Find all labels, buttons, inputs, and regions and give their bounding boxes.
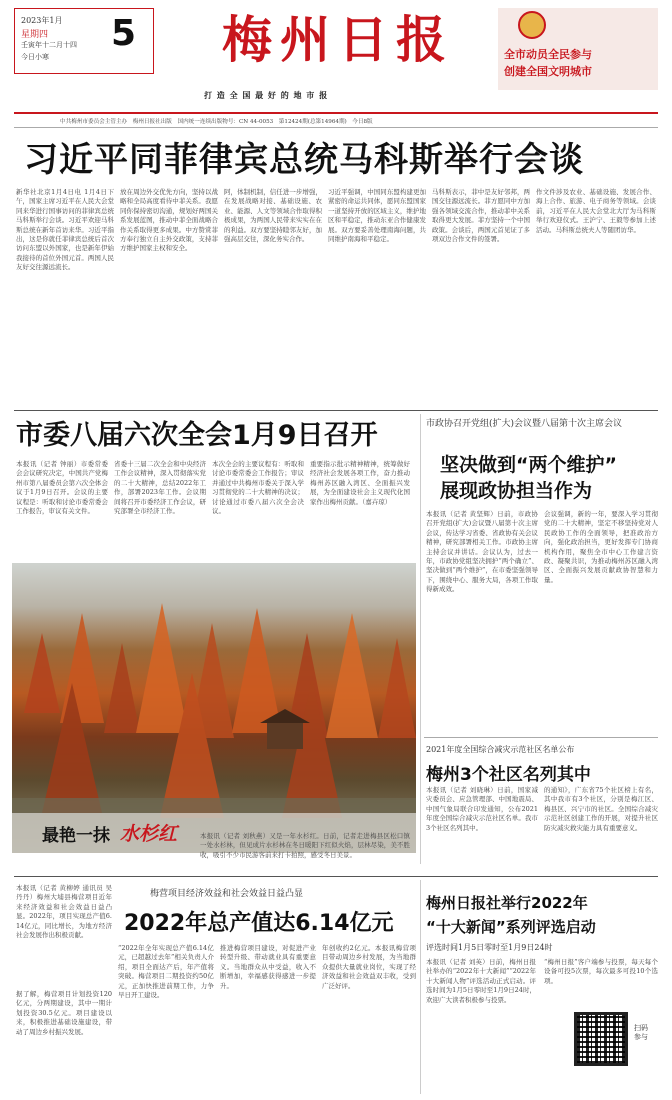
divider (14, 876, 658, 877)
paper-title: 梅州日报 (222, 10, 454, 69)
project-col-5: 年创收约2亿元。本报讯梅营项目带动周边乡村发展，为当地群众提供大量就业岗位，实现了经济效益和社会效益双丰收，受到广泛好评。 (322, 944, 416, 990)
project-col-4: 推进梅营项目建设，对促进产业转型升级、带动就业具有重要意义。当地群众从中受益，收入不断增加，幸福感获得感进一步提升。 (220, 944, 316, 990)
qr-label: 扫码参与 (634, 1024, 648, 1041)
photo-caption-title: 最艳一抹 (42, 826, 110, 846)
masthead-rule (14, 112, 658, 114)
photo-caption-text: 本报讯（记者 刘秋燕）又是一年水杉红。日前，记者走进梅县区松口镇一处水杉林，但见成片水杉林在冬日暖阳下红似火焰，层林尽染，美不胜收，吸引不少市民游客前来打卡拍照，感受冬日美景。 (200, 832, 410, 859)
lead-col-1: 新华社北京1月4日电 1月4日下午，国家主席习近平在人民大会堂同来华进行国事访问的菲律宾总统马科斯举行会谈。习近平欢迎马科斯总统在新年首访来华。习近平指出，这是你就任菲律宾总统后首次访问东盟以外国家，也是新年伊始我接待的首位外国元首。两国人民友好交往源远流长。 (16, 188, 114, 272)
lead-col-5: 马科斯表示，菲中是友好邻邦，两国交往源远流长。菲方愿同中方加强各领域交流合作，推动菲中关系取得更大发展。菲方坚持一个中国政策。会谈后，两国元首见证了多项双边合作文件的签署。 (432, 188, 530, 244)
slogan: 打 造 全 国 最 好 的 地 市 报 (204, 90, 329, 100)
cppcc-kicker: 市政协召开党组(扩大)会议暨八届第十次主席会议 (426, 419, 623, 429)
plenum-col-4: 重要指示批示精神精神，统筹做好经济社会发展各项工作，奋力推动梅州苏区融入湾区、全面振兴发展，为全面建设社会主义现代化国家作出梅州贡献。（嘉卉琼） (310, 460, 410, 506)
weekday: 星期四 (21, 30, 49, 40)
award-headline-2: “十大新闻”系列评选启动 (426, 918, 596, 936)
civil-line-1: 全市动员全民参与 (504, 48, 592, 61)
project-kicker: 梅营项目经济效益和社会效益日益凸显 (150, 889, 304, 899)
solar-term: 今日小寒 (21, 53, 49, 61)
divider (424, 737, 658, 738)
publication-info: 中共梅州市委员会主管主办 梅州日报社出版 国内统一连续出版物号：CN 44-0053 第12424期(总第14964期) 今日8版 (60, 119, 373, 125)
cppcc-col-2: 会议强调，新的一年，要深入学习贯彻党的二十大精神，坚定不移坚持党对人民政协工作的全面领导，把准政治方向，强化政治担当，更好发挥专门协商机构作用，聚焦全市中心工作建言资政、凝聚共识，为推动梅州苏区融入湾区、全面振兴发展贡献政协智慧和力量。 (544, 510, 658, 584)
community-col-2: 的通知》，广东省75个社区榜上有名，其中我市有3个社区，分别是梅江区、梅县区、兴宁市的社区。全国综合减灾示范社区创建工作的开展，对提升社区防灾减灾救灾能力具有重要意义。 (544, 786, 658, 832)
project-col-1: 本报讯（记者 黄柳婷 通讯员 吴丹丹）梅州大埔县梅营项目近年来经济效益和社会效益日益凸显。2022年，项目实现总产值6.14亿元，同比增长，为地方经济社会发展作出积极贡献。 (16, 884, 112, 940)
award-col-1: 本报讯（记者 刘英）日前，梅州日报社举办的“2022年十大新闻”“2022年十大新闻人物”评选活动正式启动。评选时间为1月5日零时至1月9日24时，欢迎广大读者积极参与投票。 (426, 958, 536, 1004)
photo-caption-highlight: 水杉红 (120, 823, 178, 845)
cppcc-col-1: 本报讯（记者 黄坚辉）日前，市政协召开党组(扩大)会议暨八届第十次主席会议，传达学习省委、省政协有关会议精神，研究部署相关工作。市政协主席主持会议并讲话。会议认为，过去一年，市政协党组坚决拥护“两个确立”、坚决做到“两个维护”，在市委坚强领导下，围绕中心、服务大局，各项工作取得新成效。 (426, 510, 538, 594)
qr-code-icon[interactable] (574, 1012, 628, 1066)
column-divider (420, 880, 421, 1094)
award-headline: 梅州日报社举行2022年 (426, 894, 588, 912)
plenum-col-2: 省委十三届二次全会和中央经济工作会议精神，深入贯彻落实党的二十大精神，总结2022年工作，部署2023年工作。会议期间将召开市委经济工作会议，研究部署全市经济工作。 (114, 460, 206, 516)
masthead (14, 4, 658, 128)
divider (14, 127, 658, 128)
date-box (14, 8, 154, 74)
divider (14, 410, 658, 411)
lead-col-3: 阿，体制机制，信任进一步增强，在发展战略对接、基础设施、农业、能源、人文等领域合作取得积极成果，为两国人民带来实实在在的利益。双方要坚持睦邻友好，加强高层交往，深化务实合作。 (224, 188, 322, 244)
community-headline: 梅州3个社区名列其中 (426, 765, 591, 785)
project-col-2: 据了解，梅营项目计划投资120亿元，分两期建设，其中一期计划投资30.5亿元。项目建设以来，积极推进基础设施建设，带动了周边乡村振兴发展。 (16, 990, 112, 1036)
cppcc-headline-1: 坚决做到“两个维护” (440, 454, 617, 476)
lunar-date: 壬寅年十二月十四 (21, 41, 77, 49)
plenum-col-1: 本报讯（记者 钟丽）市委常委会会议研究决定，中国共产党梅州市第八届委员会第六次全体会议于1月9日召开。会议的主要议程是：听取和讨论市委常委会工作报告，审议有关文件。 (16, 460, 108, 516)
date-line: 2023年1月 (21, 16, 63, 25)
lead-col-4: 习近平强调，中国同东盟构建更加紧密的命运共同体，愿同东盟国家一道坚持开放的区域主义，维护地区和平稳定，推动东亚合作健康发展。双方要妥善处理南海问题，共同维护南海和平稳定。 (328, 188, 426, 244)
column-divider (420, 414, 421, 864)
project-col-3: “2022年全年实现总产值6.14亿元，已超越过去年”相关负责人介绍，项目全面达产后，年产值将突破。梅营项目二期投资约50亿元，正加快推进前期工作，力争早日开工建设。 (118, 944, 214, 1000)
plenum-headline: 市委八届六次全会1月9日召开 (16, 420, 378, 451)
metasequoia-forest-image (12, 563, 416, 853)
cppcc-headline-2: 展现政协担当作为 (440, 480, 593, 502)
issue-day: 5 (111, 13, 137, 54)
award-subhead: 评选时间1月5日零时至1月9日24时 (426, 943, 553, 952)
community-kicker: 2021年度全国综合减灾示范社区名单公布 (426, 745, 575, 754)
lead-headline: 习近平同菲律宾总统马科斯举行会谈 (24, 140, 584, 180)
plenum-col-3: 本次全会的主要议程有：听取和讨论市委常委会工作报告；审议并通过中共梅州市委关于深入学习贯彻党的二十大精神的决议；讨论通过市委八届六次全会决议。 (212, 460, 304, 516)
community-col-1: 本报讯（记者 刘晓琳）日前，国家减灾委员会、应急管理部、中国地震局、中国气象局联合印发通知，公布2021年度全国综合减灾示范社区名单。我市3个社区名列其中。 (426, 786, 538, 832)
news-photo (12, 563, 416, 853)
emblem-icon (518, 11, 546, 39)
award-col-2: “梅州日报”客户端参与投票，每天每个设备可投5次票，每次最多可投10个选项。 (544, 958, 658, 985)
project-headline: 2022年总产值达6.14亿元 (124, 911, 394, 936)
civil-banner (498, 8, 658, 90)
civil-line-2: 创建全国文明城市 (504, 65, 592, 78)
lead-col-2: 放在周边外交优先方向，坚持以战略和全局高度看待中菲关系。我愿同你保持密切沟通，规划好两国关系发展蓝图，推动中菲全面战略合作关系取得更多成果。中方赞赏菲方奉行独立自主外交政策，支持菲方维护国家主权和安全。 (120, 188, 218, 253)
pavilion (267, 723, 303, 749)
lead-col-6: 作文件涉及农业、基础设施、发展合作、海上合作、旅游、电子商务等领域。会谈前，习近平在人民大会堂北大厅为马科斯举行欢迎仪式。王沪宁、王毅等参加上述活动。马科斯总统夫人等随团访华。 (536, 188, 656, 234)
